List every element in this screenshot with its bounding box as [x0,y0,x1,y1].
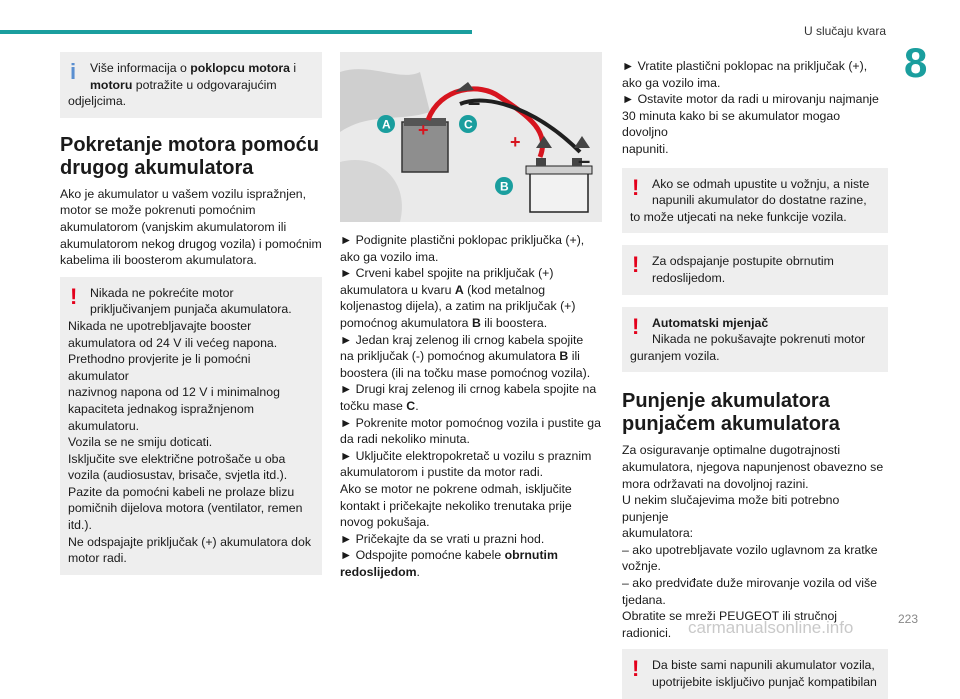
instruction-line: koljenastog dijela), a zatim na priključak (+) [340,299,576,314]
instruction-step [340,547,608,580]
label-c: C [464,117,473,132]
warning-box-charger: ! Da biste sami napunili akumulator vozila, upotrijebite isključivo punjač kompatibilan [622,649,888,698]
warning-icon: ! [632,174,640,200]
heading-jump-start: Pokretanje motora pomoću drugog akumulatora [60,133,319,179]
warning-icon: ! [632,313,640,339]
instruction-step [340,381,608,414]
label-b: B [500,179,509,194]
intro-paragraph: Ako je akumulator u vašem vozilu ispražnjen, motor se može pokrenuti pomoćnim akumulatorom (vanjskim akumulatorom ili akumulatorom nekog drugog vozila) i pomoćnim kabelima ili boosterom akumulatora. [60,186,322,268]
instruction-line: ► Odspojite pomoćne kabele obrnutim [340,548,558,563]
instruction-line: pomoćnog akumulatora B ili boostera. [340,315,548,330]
instruction-line: ► Crveni kabel spojite na priključak (+) [340,266,554,281]
warning-box-disconnect: ! Za odspajanje postupite obrnutim redoslijedom. [622,245,888,294]
instruction-line: akumulatorom i pustite da motor radi. [340,465,543,480]
charging-paragraph: Za osiguravanje optimalne dugotrajnosti akumulatora, njegova napunjenost obavezno se mora održavati na dovoljnoj razini. U nekim slučajevima može biti potrebno punjenje akumulatora: – ako upotrebljavate vozilo uglavnom za kratke vožnje. – ako predviđate duže mirovanje vozila od više tjedana. Obratite se mreži PEUGEOT ili stručnoj radionici. [622,443,884,640]
instruction-line: redoslijedom. [340,564,420,579]
instruction-step [340,332,608,382]
header-accent-bar [0,30,472,34]
label-a: A [382,117,391,132]
warning-box: ! Nikada ne pokrećite motor priključivanjem punjača akumulatora. Nikada ne upotrebljavajte booster akumulatora od 24 V ili većeg napona. Prethodno provjerite je li pomoćni akumulator nazivnog napona od 12 V i minimalnog kapaciteta jednakog ispražnjenom akumulatoru. Vozila se ne smiju doticati. Isključite sve električne potrošače u oba vozila (audiosustav, brisače, svjetla itd.). Pazite da pomoćni kabeli ne prolaze blizu pomičnih dijelova motora (ventilator, remen itd.). Ne odspajajte priključak (+) akumulatora dok motor radi. [60,277,322,575]
instruction-line: kontakt i pričekajte nekoliko trenutaka prije [340,498,572,513]
warning-icon: ! [70,283,78,309]
instruction-line: novog pokušaja. [340,515,430,530]
plus-sign-b: + [510,132,521,152]
heading-charging: Punjenje akumulatora punjačem akumulatora [622,390,840,436]
warning-icon: ! [632,252,640,278]
instruction-step [340,265,608,331]
chapter-number: 8 [904,39,928,86]
minus-sign-c: – [468,90,481,115]
instruction-line: ► Pokrenite motor pomoćnog vozila i pustite ga [340,415,601,430]
instruction-step [340,232,608,265]
instruction-line: na priključak (-) pomoćnog akumulatora B ili [340,349,580,364]
column-right [622,58,888,699]
instruction-line: ► Uključite elektropokretač u vozilu s praznim [340,448,592,463]
page-number: 223 [898,612,919,626]
info-box [60,52,322,118]
instruction-line: točku mase C. [340,398,419,413]
info-line-1: Više informacija o poklopcu motora i [90,61,297,75]
minus-sign-b: – [578,148,591,173]
warning-box-driving: ! Ako se odmah upustite u vožnju, a niste napunili akumulator do dostatne razine, to može utjecati na neke funkcije vozila. [622,168,888,234]
instruction-step [340,448,608,531]
instruction-line: ako ga vozilo ima. [340,249,439,264]
column-middle [340,232,608,580]
instruction-step [340,531,608,548]
instruction-line: ► Drugi kraj zelenog ili crnog kabela spojite na [340,382,597,397]
instruction-step [340,415,608,448]
instruction-line: boostera (ili na točku mase pomoćnog vozila). [340,365,591,380]
info-line-3: odjeljcima. [68,94,127,109]
info-icon: i [70,59,77,84]
info-line-2: motoru potražite u odgovarajućim [90,77,277,92]
instruction-line: akumulatora u kvaru A (kod metalnog [340,282,546,297]
warning-icon: ! [632,656,640,682]
watermark: carmanualsonline.info [688,618,854,637]
instruction-line: da radi nekoliko minuta. [340,432,470,447]
steps-continued: ► Vratite plastični poklopac na priključak (+), ako ga vozilo ima. ► Ostavite motor da radi u mirovanju najmanje 30 minuta kako bi se akumulator mogao dovoljno napuniti. [622,59,879,156]
plus-sign-a: + [418,120,429,140]
column-left [60,52,322,575]
instruction-line: Ako se motor ne pokrene odmah, isključite [340,481,572,496]
warning-box-automatic: ! Automatski mjenjač Nikada ne pokušavajte pokrenuti motor guranjem vozila. [622,307,888,373]
jump-start-illustration [340,52,602,222]
instruction-line: ► Podignite plastični poklopac priključka (+), [340,233,585,247]
section-title: U slučaju kvara [803,24,886,38]
instruction-line: ► Jedan kraj zelenog ili crnog kabela spojite [340,332,584,347]
instruction-line: ► Pričekajte da se vrati u prazni hod. [340,531,545,546]
